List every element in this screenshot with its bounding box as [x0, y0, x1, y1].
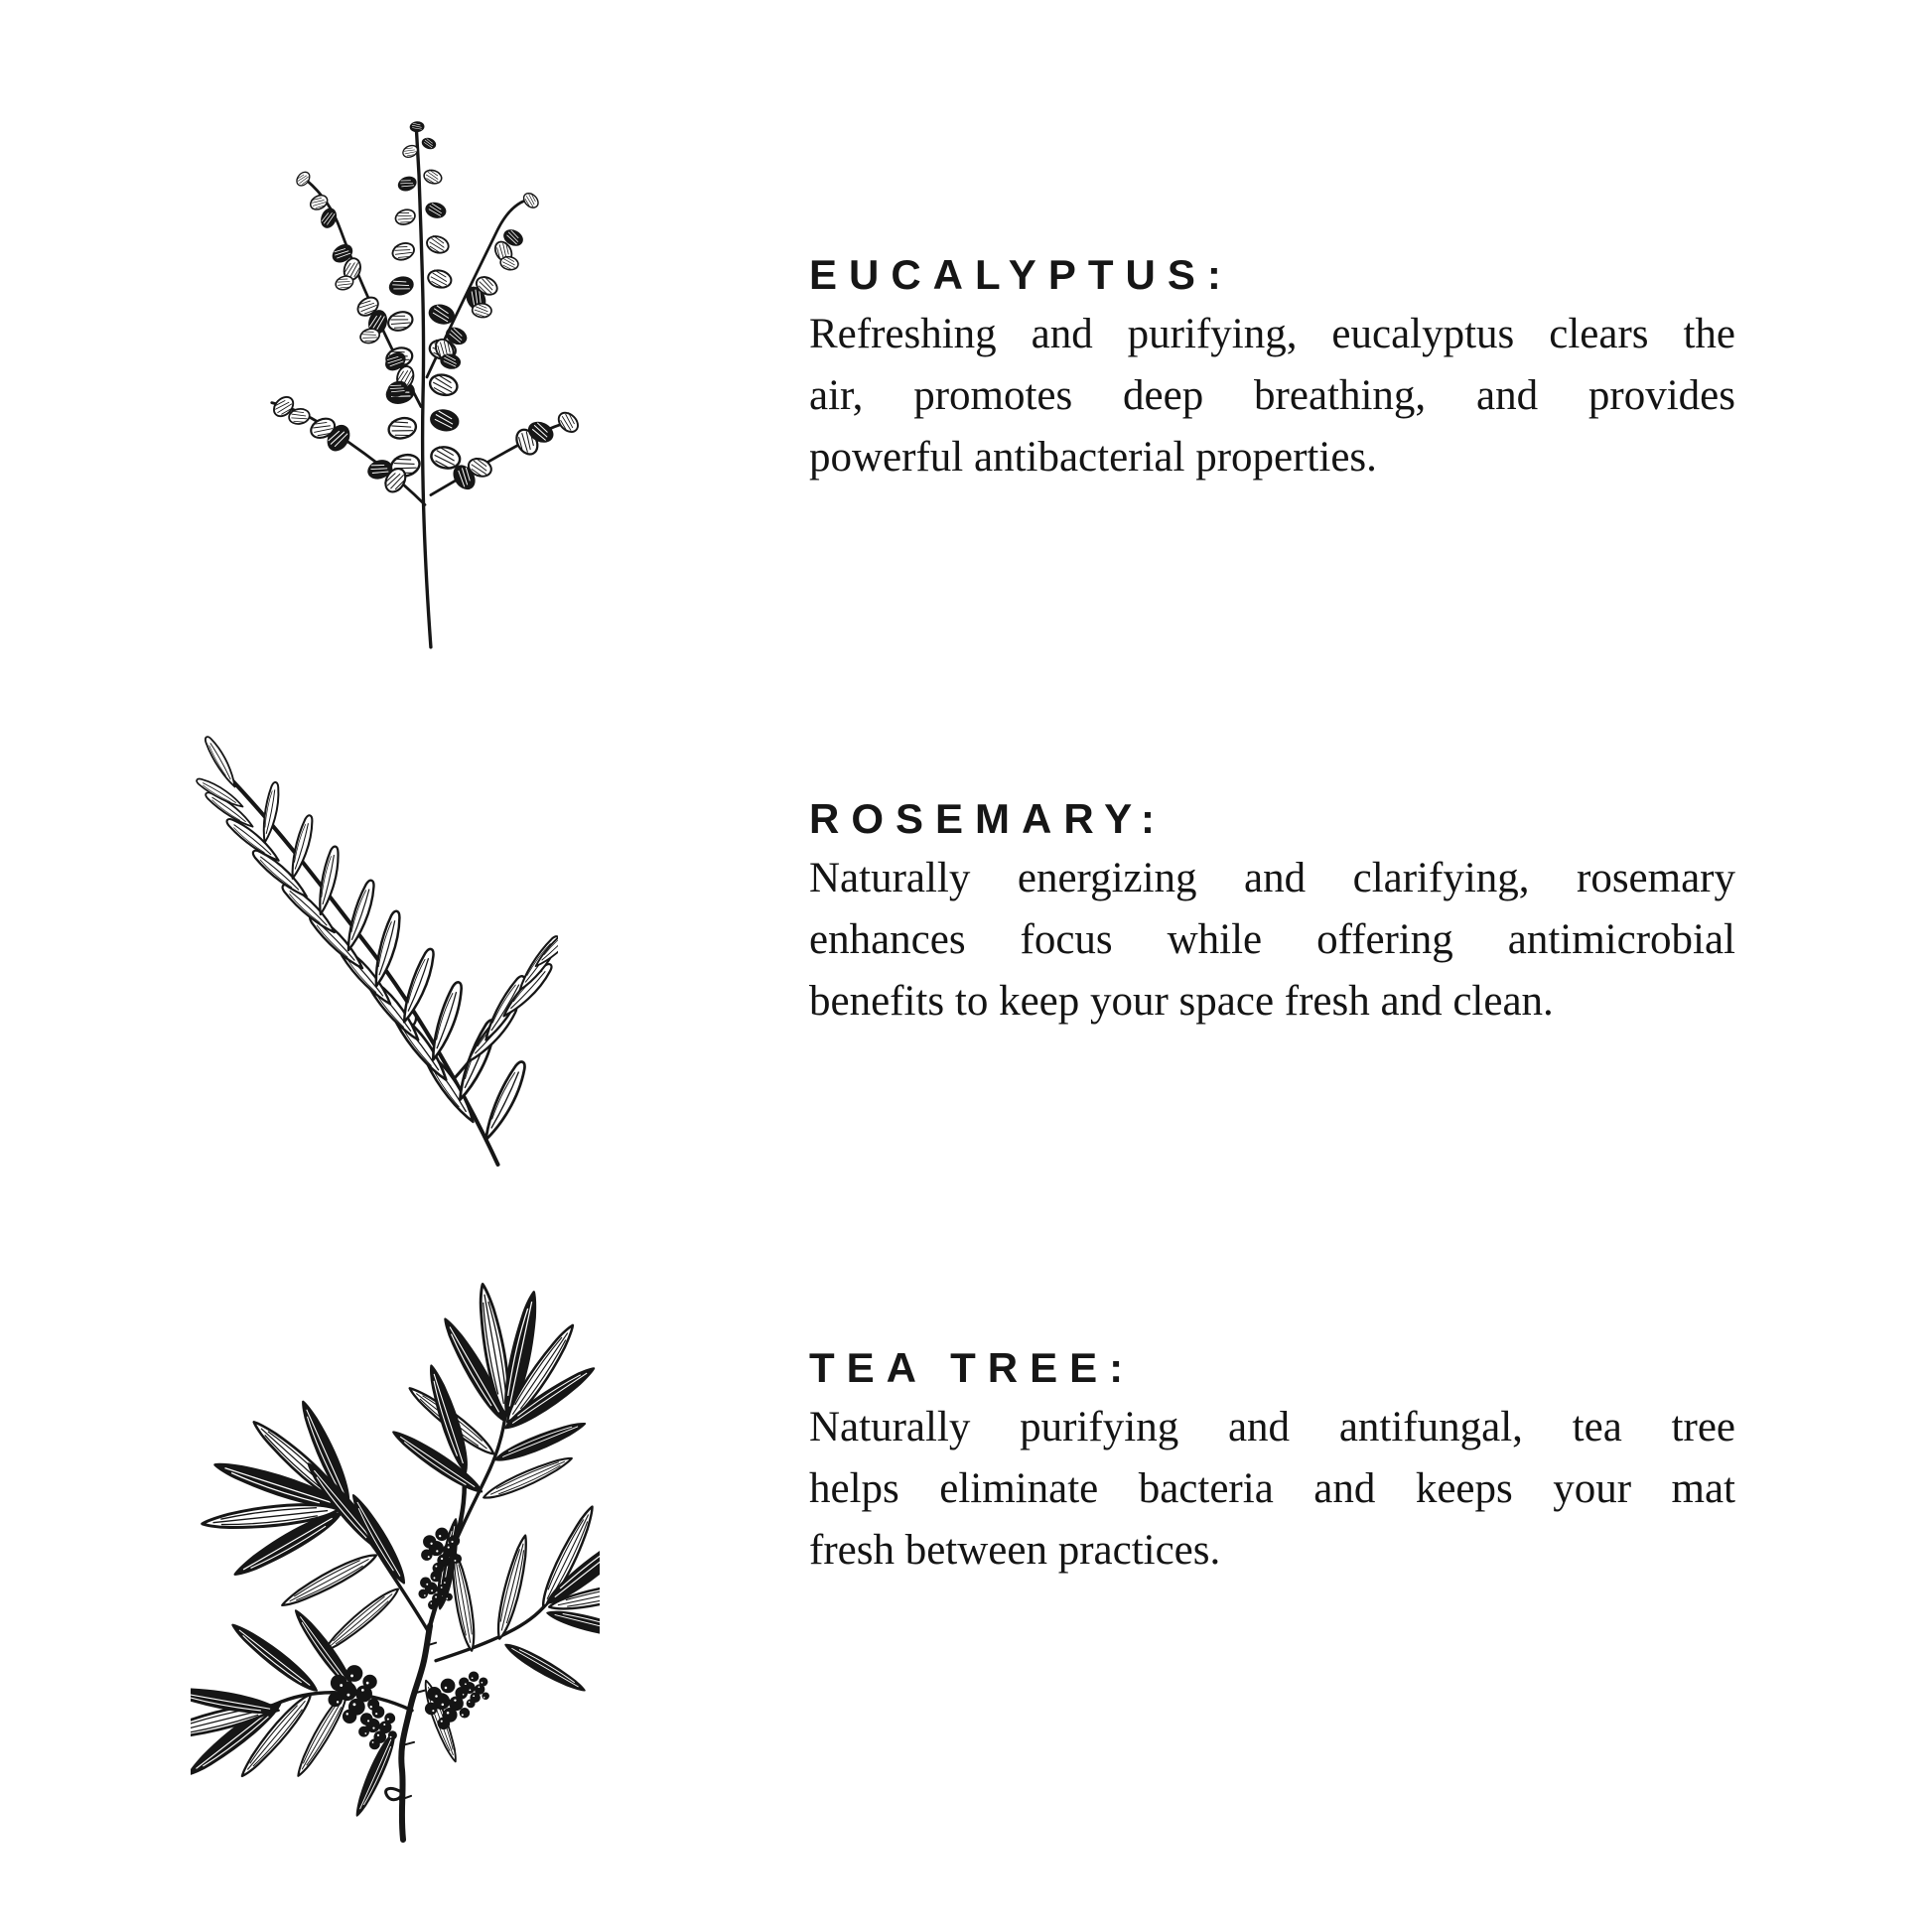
- tea-tree-branch-illustration: [191, 1243, 600, 1845]
- eucalyptus-description: [809, 304, 1735, 488]
- rosemary-heading: ROSEMARY:: [809, 795, 1167, 842]
- rosemary-sprig-illustration: [169, 661, 558, 1170]
- eucalyptus-branch-illustration: [248, 81, 602, 653]
- text-line: Naturally energizing and clarifying, rosemary: [809, 855, 1735, 901]
- text-line: helps eliminate bacteria and keeps your mat: [809, 1465, 1735, 1512]
- text-line: powerful antibacterial properties.: [809, 434, 1377, 481]
- tea-tree-heading: TEA TREE:: [809, 1344, 1136, 1391]
- text-line: Naturally purifying and antifungal, tea tree: [809, 1404, 1735, 1450]
- text-line: fresh between practices.: [809, 1527, 1221, 1574]
- text-line: Refreshing and purifying, eucalyptus clears the: [809, 311, 1735, 357]
- section-rosemary: [809, 796, 1735, 1033]
- section-eucalyptus: [809, 252, 1735, 488]
- text-line: benefits to keep your space fresh and clean.: [809, 978, 1554, 1025]
- tea-tree-description: [809, 1397, 1735, 1582]
- text-line: air, promotes deep breathing, and provides: [809, 372, 1735, 419]
- eucalyptus-heading: EUCALYPTUS:: [809, 251, 1233, 298]
- section-teatree: [809, 1345, 1735, 1582]
- text-line: enhances focus while offering antimicrobial: [809, 916, 1735, 963]
- rosemary-description: [809, 848, 1735, 1033]
